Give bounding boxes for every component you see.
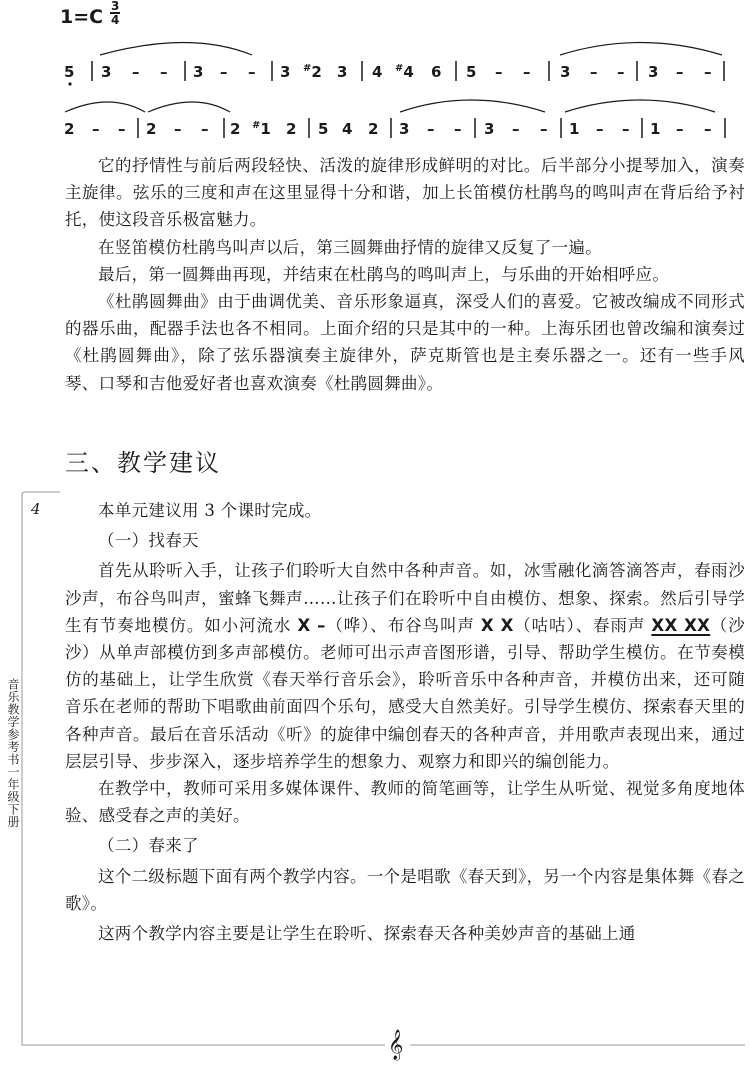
score-note: –	[160, 63, 168, 81]
score-note: –	[704, 120, 712, 138]
score-note: 3	[101, 63, 112, 81]
score-note: –	[704, 63, 712, 81]
paragraph-lessons: 本单元建议用 3 个课时完成。	[98, 501, 322, 520]
score-note: –	[118, 120, 126, 138]
book-side-label: 音乐教学参考书一年级下册	[6, 678, 20, 828]
score-note: –	[454, 120, 462, 138]
score-note: 4	[342, 120, 353, 138]
key-signature: 1=C	[60, 6, 104, 28]
subheading-spring-came: （二）春来了	[98, 836, 199, 856]
page-number: 4	[31, 500, 41, 518]
score-note: –	[523, 63, 531, 81]
score-staff	[0, 0, 750, 150]
score-note: –	[495, 63, 503, 81]
score-note: 5	[466, 63, 477, 81]
score-note: –	[540, 120, 548, 138]
score-note: 2	[368, 120, 379, 138]
rhythm-cuckoo: X X	[480, 615, 514, 635]
score-note: 3	[560, 63, 571, 81]
score-note: –	[201, 120, 209, 138]
score-note: 3	[484, 120, 495, 138]
score-note: 1	[569, 120, 580, 138]
rhythm-rain: XX XX	[651, 615, 711, 635]
score-note: –	[596, 120, 604, 138]
slurs-line2	[65, 100, 715, 112]
score-note: 3	[280, 63, 291, 81]
score-note: 5	[64, 63, 75, 81]
score-note: 6	[431, 63, 442, 81]
score-note: –	[92, 120, 100, 138]
score-note: –	[220, 63, 228, 81]
score-note: 1	[650, 120, 661, 138]
score-note: –	[174, 120, 182, 138]
score-note: –	[676, 63, 684, 81]
score-note: 3	[648, 63, 659, 81]
score-note: –	[512, 120, 520, 138]
score-note: –	[427, 120, 435, 138]
rhythm-stream: X –	[297, 615, 326, 635]
paragraph-last: 这两个教学内容主要是让学生在聆听、探索春天各种美妙声音的基础上通	[98, 924, 636, 944]
paragraph: 最后，第一圆舞曲再现，并结束在杜鹃鸟的鸣叫声上，与乐曲的开始相呼应。	[98, 264, 670, 284]
teaching-text	[65, 497, 745, 947]
time-signature-top: 3	[111, 0, 120, 13]
score-note: 2	[146, 120, 157, 138]
slurs-line1	[100, 43, 722, 56]
score-note: 5	[318, 120, 329, 138]
subheading-find-spring: （一）找春天	[98, 531, 199, 551]
score-note: 3	[337, 63, 348, 81]
score-note: –	[132, 63, 140, 81]
paragraph: 《杜鹃圆舞曲》由于曲调优美、音乐形象逼真，深受人们的喜爱。它被改编成不同形式的器乐曲，配器手法也各不相同。上面介绍的只是其中的一种。上海乐团也曾改编和演奏过《杜鹃圆舞曲》，除了弦乐器演奏主旋律外，萨克斯管也是主奏乐器之一。还有一些手风琴、口琴和吉他爱好者也喜欢演奏《杜鹃圆舞曲》。	[65, 292, 745, 393]
score-note: 2	[286, 120, 297, 138]
intro-text	[65, 152, 745, 397]
section-heading: 三、教学建议	[65, 449, 221, 477]
notes-line1	[64, 63, 712, 81]
score-note: #4	[395, 63, 414, 81]
score-note: #1	[252, 120, 271, 138]
score-note: –	[617, 63, 625, 81]
score-note: –	[590, 63, 598, 81]
paragraph-two-contents: 这个二级标题下面有两个教学内容。一个是唱歌《春天到》，另一个内容是集体舞《春之歌》。	[65, 866, 745, 913]
score-note: 2	[230, 120, 241, 138]
paragraph-media: 在教学中，教师可采用多媒体课件、教师的简笔画等，让学生从听觉、视觉多角度地体验、感受春之声的美好。	[65, 779, 745, 826]
paragraph: 它的抒情性与前后两段轻快、活泼的旋律形成鲜明的对比。后半部分小提琴加入，演奏主旋律。弦乐的三度和声在这里显得十分和谐，加上长笛模仿杜鹃鸟的鸣叫声在背后给予衬托，使这段音乐极富魅力。	[65, 156, 745, 230]
treble-clef-icon: 𝄞	[388, 1030, 404, 1060]
score-note: –	[676, 120, 684, 138]
paragraph: 在竖笛模仿杜鹃鸟叫声以后，第三圆舞曲抒情的旋律又反复了一遍。	[98, 237, 602, 257]
score-note: #2	[303, 63, 322, 81]
score-note: 4	[372, 63, 383, 81]
score-note: 3	[399, 120, 410, 138]
score-note: 2	[64, 120, 75, 138]
score-note: –	[622, 120, 630, 138]
score-note: –	[248, 63, 256, 81]
notes-line2	[64, 120, 712, 138]
paragraph-spring: 首先从聆听入手，让孩子们聆听大自然中各种声音。如，冰雪融化滴答滴答声，春雨沙沙声，布谷鸟叫声，蜜蜂飞舞声……让孩子们在聆听中自由模仿、想象、探索。然后引导学生有节奏地模仿。如小河流水 X –（哗）、布谷鸟叫声 X X（咕咕）、春雨声 XX XX（沙沙）从单声部模仿到多声部模仿。老师可出示声音图形谱，引导、帮助学生模仿。在节奏模仿的基础上，让学生欣赏《春天举行音乐会》，聆听音乐中各种声音，并模仿出来，还可随音乐在老师的帮助下唱歌曲前面四个乐句，感受大自然美好。引导学生模仿、探索春天里的各种声音。最后在音乐活动《听》的旋律中编创春天的各种声音，并用歌声表现出来，通过层层引导、步步深入，逐步培养学生的想象力、观察力和即兴的编创能力。	[65, 561, 745, 771]
score-note: 3	[193, 63, 204, 81]
time-signature-bottom: 4	[111, 13, 120, 27]
jianpu-score	[0, 0, 750, 150]
